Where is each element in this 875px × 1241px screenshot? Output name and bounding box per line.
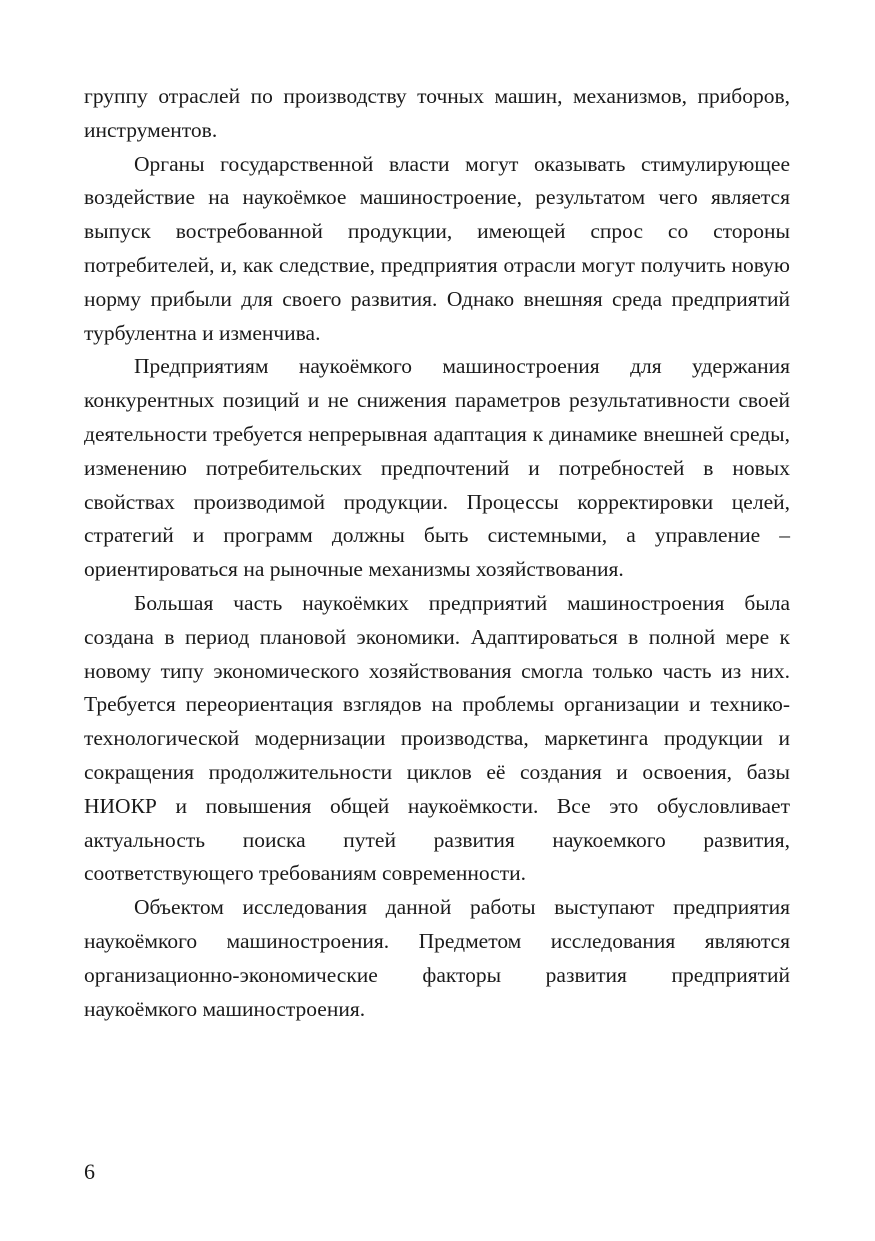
paragraph-adaptation: Предприятиям наукоёмкого машиностроения для удержания конкурентных позиций и не снижения параметров результативности своей деятельности требуется непрерывная адаптация к динамике внешней среды, изменению потребительских предпочтений и потребностей в новых свойствах производимой продукции. Процессы корректировки целей, стратегий и программ должны быть системными, а управление – ориентироваться на рыночные механизмы хозяйствования. bbox=[84, 354, 790, 582]
paragraph-continuation: группу отраслей по производству точных машин, механизмов, приборов, инструментов. bbox=[84, 84, 790, 142]
paragraph-planned-economy: Большая часть наукоёмких предприятий машиностроения была создана в период плановой экономики. Адаптироваться в полной мере к новому типу экономического хозяйствования смогла только часть из них. Требуется переориентация взглядов на проблемы организации и технико-технологической модернизации производства, маркетинга продукции и сокращения продолжительности циклов её создания и освоения, базы НИОКР и повышения общей наукоёмкости. Все это обусловливает актуальность поиска путей развития наукоемкого развития, соответствующего требованиям современности. bbox=[84, 590, 790, 886]
document-page bbox=[84, 80, 790, 1026]
paragraph-government-stimulus: Органы государственной власти могут оказывать стимулирующее воздействие на наукоёмкое машиностроение, результатом чего является выпуск востребованной продукции, имеющей спрос со стороны потребителей, и, как следствие, предприятия отрасли могут получить новую норму прибыли для своего развития. Однако внешняя среда предприятий турбулентна и изменчива. bbox=[84, 151, 790, 345]
page-number: 6 bbox=[84, 1159, 95, 1184]
paragraph-research-object: Объектом исследования данной работы выступают предприятия наукоёмкого машиностроения. Предметом исследования являются организационно-экономические факторы развития предприятий наукоёмкого машиностроения. bbox=[84, 895, 790, 1021]
